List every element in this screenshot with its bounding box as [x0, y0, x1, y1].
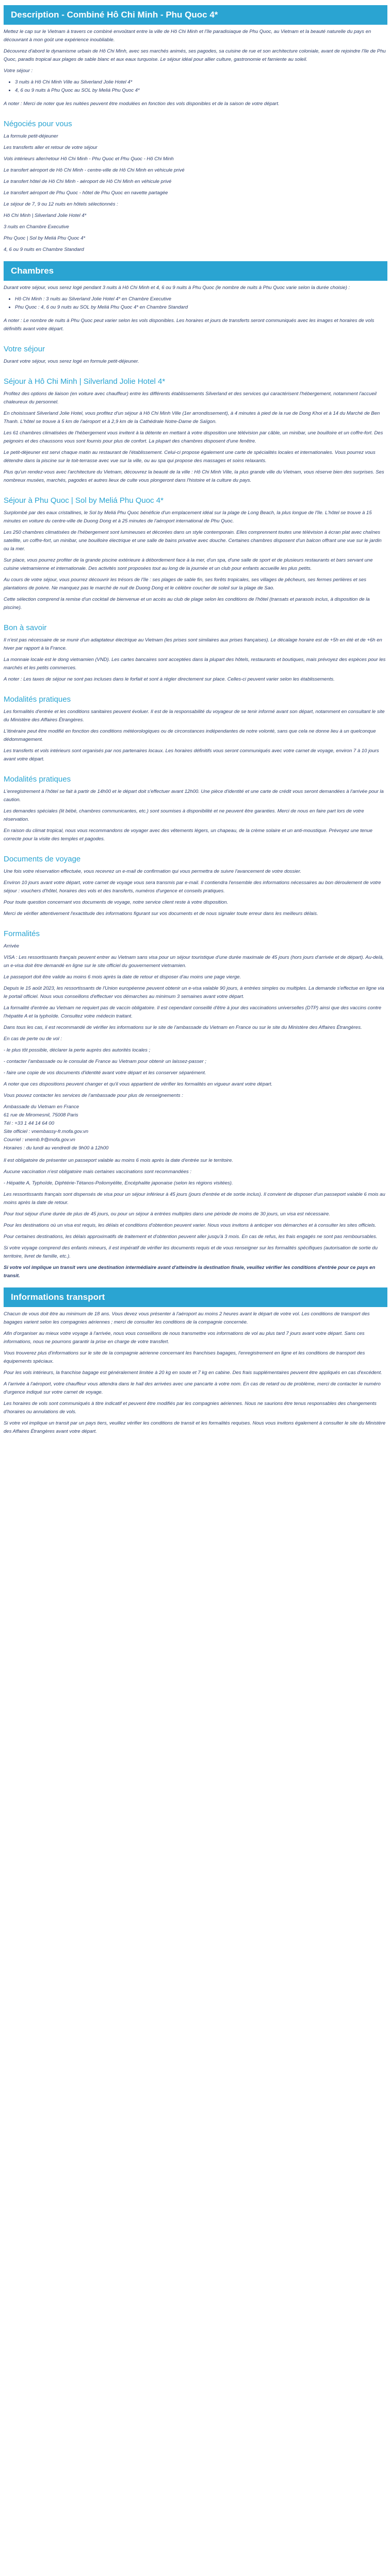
negotiated-item: La formule petit-déjeuner	[4, 133, 58, 139]
documents-paragraph: Environ 10 jours avant votre départ, votre carnet de voyage vous sera transmis par e-mail. Il contiendra l'ensemble des informations nécessaires au bon déroulement de votre séjour : vouchers d'hôtel, horaires des vols et des transferts, numéros d'urgence et conseils pratiques.	[4, 880, 381, 894]
transport-paragraph: Les horaires de vols sont communiqués à titre indicatif et peuvent être modifiés par les compagnies aériennes. Nous ne saurions être tenus responsables des changements d'horaires ou annulations de vols.	[4, 1401, 377, 1415]
formalities-paragraph: En cas de perte ou de vol :	[4, 1036, 62, 1042]
negotiated-item: Le transfert hôtel de Hô Chi Minh - aéroport de Hô Chi Minh en véhicule privé	[4, 179, 172, 184]
formalities-paragraph: Si votre voyage comprend des enfants mineurs, il est impératif de vérifier les documents requis et de vous renseigner sur les formalités spécifiques (autorisation de sortie du territoire, livret de famille, etc.).	[4, 1245, 378, 1259]
address-line: Tél : +33 1 44 14 64 00	[4, 1121, 54, 1126]
rooms-note: A noter : Le nombre de nuits à Phu Quoc peut varier selon les vols disponibles. Les horaires et jours de transferts seront communiqués avec les images et horaires de vols définitifs avant votre départ.	[4, 318, 374, 332]
formalities-paragraph: VISA : Les ressortissants français peuvent entrer au Vietnam sans visa pour un séjour touristique d'une durée maximale de 45 jours (hors jours d'arrivée et de départ). Au-delà, un e-visa doit être demandé en ligne sur le site officiel du gouvernement vietnamien.	[4, 955, 384, 969]
intro-stay-label: Votre séjour :	[4, 68, 33, 74]
transport-paragraph: Si votre vol implique un transit par un pays tiers, veuillez vérifier les conditions de transit et les formalités requises. Nous vous invitons également à consulter le site du Ministère des Affaires Étrangères avant votre départ.	[4, 1420, 386, 1434]
address-line: Courriel : vnemb.fr@mofa.gov.vn	[4, 1137, 75, 1143]
formalities-paragraph: Si votre vol implique un transit vers une destination intermédiaire avant d'atteindre la destination finale, veuillez vérifier les conditions d'entrée pour ce pays en transit.	[4, 1265, 376, 1279]
negotiated-item: Le séjour de 7, 9 ou 12 nuits en hôtels sélectionnés :	[4, 201, 118, 207]
rooms-item: • Phu Quoc : 4, 6 ou 9 nuits au SOL by Meliá Phu Quoc 4* en Chambre Standard	[15, 303, 387, 312]
pq-paragraph: Cette sélection comprend la remise d'un cocktail de bienvenue et un accès au club de plage selon les conditions de l'hôtel (transats et parasols inclus, à disposition de la piscine).	[4, 597, 370, 611]
hcm-paragraph: Le petit-déjeuner est servi chaque matin au restaurant de l'établissement. Celui-ci propose également une carte de spécialités locales et internationales. Vous pourrez vous détendre dans la piscine sur le toit-terrasse avec vue sur la ville, ou au spa qui propose des massages et soins relaxants.	[4, 450, 376, 464]
formalities-paragraph: - faire une copie de vos documents d'identité avant votre départ et les conserver séparément.	[4, 1070, 206, 1076]
section-title-pq: Séjour à Phu Quoc | Sol by Meliá Phu Quoc 4*	[4, 496, 164, 505]
transport-paragraph: Afin d'organiser au mieux votre voyage à l'arrivée, nous vous conseillons de nous transmettre vos informations de vol au plus tard 7 jours avant votre départ. Sans ces informations, nous ne pourrons garantir la prise en charge de votre transfert.	[4, 1331, 365, 1345]
section-title-documents: Documents de voyage	[4, 855, 81, 863]
formalities-paragraph: Pour certaines destinations, les délais approximatifs de traitement et d'obtention peuvent aller jusqu'à 3 mois. En cas de refus, les frais engagés ne sont pas remboursables.	[4, 1234, 378, 1240]
documents-paragraph: Merci de vérifier attentivement l'exactitude des informations figurant sur vos documents et de nous signaler toute erreur dans les meilleurs délais.	[4, 911, 318, 917]
practical-paragraph: L'enregistrement à l'hôtel se fait à partir de 14h00 et le départ doit s'effectuer avant 12h00. Une pièce d'identité et une carte de crédit vous seront demandées à l'arrivée pour la caution.	[4, 789, 384, 803]
pq-paragraph: Sur place, vous pourrez profiter de la grande piscine extérieure à débordement face à la mer, d'un spa, d'une salle de sport et de plusieurs restaurants et bars servant une cuisine vietnamienne et internationale. Des activités sont proposées tout au long de la journée et un club pour enfants accueille les plus petits.	[4, 557, 373, 571]
spacer	[4, 1153, 387, 1157]
negotiated-item: 3 nuits en Chambre Executive	[4, 224, 69, 230]
formalities-paragraph: Dans tous les cas, il est recommandé de vérifier les informations sur le site de l'ambassade du Vietnam en France ou sur le site du Ministère des Affaires Étrangères.	[4, 1025, 362, 1030]
good-paragraph: Il n'est pas nécessaire de se munir d'un adaptateur électrique au Vietnam (les prises sont similaires aux prises françaises). Le décalage horaire est de +5h en été et de +6h en hiver par rapport à la France.	[4, 637, 382, 651]
formalities-subheading: Arrivée	[4, 943, 20, 949]
stay-paragraph: Durant votre séjour, vous serez logé en formule petit-déjeuner.	[4, 359, 139, 364]
transport-paragraph: Chacun de vous doit être au minimum de 18 ans. Vous devez vous présenter à l'aéroport au moins 2 heures avant le départ de votre vol. Les conditions de transport des bagages varient selon les compagnies aériennes ; merci de consulter les conditions de la compagnie concernée.	[4, 1311, 370, 1325]
formalities-paragraph: Les ressortissants français sont dispensés de visa pour un séjour inférieur à 45 jours (jours d'entrée et de sortie inclus). Il convient de disposer d'un passeport valable 6 mois au moins après la date de retour.	[4, 1192, 385, 1206]
section-header-transport: Informations transport	[4, 1287, 387, 1307]
formalities-paragraph: Aucune vaccination n'est obligatoire mais certaines vaccinations sont recommandées :	[4, 1169, 192, 1175]
section-header-rooms: Chambres	[4, 261, 387, 281]
good-paragraph: A noter : Les taxes de séjour ne sont pas incluses dans le forfait et sont à régler directement sur place. Celles-ci peuvent varier selon les établissements.	[4, 676, 335, 682]
stay-item: • 4, 6 ou 9 nuits à Phu Quoc au SOL by Meliá Phu Quoc 4*	[15, 87, 387, 95]
section-title-practical: Modalités pratiques	[4, 775, 71, 784]
formalities-paragraph: A noter que ces dispositions peuvent changer et qu'il vous appartient de vérifier les formalités en vigueur avant votre départ.	[4, 1081, 273, 1087]
stay-item: • 3 nuits à Hô Chi Minh Ville au Silverland Jolie Hotel 4*	[15, 78, 387, 87]
section-title-negotiated: Négociés pour vous	[4, 120, 72, 128]
terms-paragraph: Les formalités d'entrée et les conditions sanitaires peuvent évoluer. Il est de la responsabilité du voyageur de se tenir informé avant son départ, notamment en consultant le site du Ministère des Affaires Étrangères.	[4, 709, 385, 723]
intro-paragraph: Mettez le cap sur le Vietnam à travers ce combiné envoûtant entre la ville de Hô Chi Minh et l'île paradisiaque de Phu Quoc, au Vietnam et la beauté naturelle du pays en découvrant à mon goût une expérience inoubliable.	[4, 29, 371, 43]
pq-paragraph: Surplombé par des eaux cristallines, le Sol by Meliá Phu Quoc bénéficie d'un emplacement idéal sur la plage de Long Beach, la plus longue de l'île. L'hôtel se trouve à 15 minutes en voiture du centre-ville de Duong Dong et à 25 minutes de l'aéroport international de Phu Quoc.	[4, 510, 372, 524]
formalities-paragraph: Il est obligatoire de présenter un passeport valable au moins 6 mois après la date d'entrée sur le territoire.	[4, 1158, 233, 1163]
negotiated-item: Hô Chi Minh | Silverland Jolie Hotel 4*	[4, 213, 87, 218]
negotiated-item: Le transfert aéroport de Hô Chi Minh - centre-ville de Hô Chi Minh en véhicule privé	[4, 167, 185, 173]
practical-paragraph: En raison du climat tropical, nous vous recommandons de voyager avec des vêtements légers, un chapeau, de la crème solaire et un anti-moustique. Prévoyez une tenue correcte pour la visite des temples et pagodes.	[4, 828, 373, 842]
address-line: Horaires : du lundi au vendredi de 9h00 à 12h00	[4, 1145, 109, 1151]
section-title-terms: Modalités pratiques	[4, 695, 71, 704]
formalities-paragraph: Pour tout séjour d'une durée de plus de 45 jours, ou pour un séjour à entrées multiples dans une période de moins de 30 jours, un visa est nécessaire.	[4, 1211, 330, 1217]
rooms-list	[4, 295, 387, 312]
embassy-address	[4, 1103, 387, 1153]
transport-paragraph: Pour les vols intérieurs, la franchise bagage est généralement limitée à 20 kg en soute et 7 kg en cabine. Des frais supplémentaires peuvent être appliqués en cas d'excédent.	[4, 1370, 382, 1376]
practical-paragraph: Les demandes spéciales (lit bébé, chambres communicantes, etc.) sont soumises à disponibilité et ne peuvent être garanties. Merci de nous en faire part lors de votre réservation.	[4, 808, 364, 822]
negotiated-item: Vols intérieurs aller/retour Hô Chi Minh - Phu Quoc et Phu Quoc - Hô Chi Minh	[4, 156, 174, 162]
formalities-paragraph: Le passeport doit être valide au moins 6 mois après la date de retour et disposer d'au moins une page vierge.	[4, 974, 241, 980]
stay-list	[4, 78, 387, 95]
pq-paragraph: Au cours de votre séjour, vous pourrez découvrir les trésors de l'île : ses plages de sable fin, ses forêts tropicales, ses villages de pêcheurs, ses fermes perlières et ses plantations de poivre. Ne manquez pas le marché de nuit de Duong Dong et le célèbre coucher de soleil sur la plage de Sao.	[4, 577, 367, 591]
formalities-paragraph: - Hépatite A, Typhoïde, Diphtérie-Tétanos-Poliomyélite, Encéphalite japonaise (selon les régions visitées).	[4, 1180, 233, 1186]
formalities-paragraph: La formalité d'entrée au Vietnam ne requiert pas de vaccin obligatoire. Il est cependant conseillé d'être à jour des vaccinations universelles (DTP) ainsi que des vaccins contre l'hépatite A et la typhoïde. Consultez votre médecin traitant.	[4, 1005, 382, 1019]
negotiated-item: Les transferts aller et retour de votre séjour	[4, 145, 97, 150]
negotiated-item: Le transfert aéroport de Phu Quoc - hôtel de Phu Quoc en navette partagée	[4, 190, 168, 196]
section-header-description: Description - Combiné Hô Chi Minh - Phu Quoc 4*	[4, 5, 387, 25]
intro-note: A noter : Merci de noter que les nuitées peuvent être modulées en fonction des vols disponibles et de la saison de votre départ.	[4, 101, 280, 107]
negotiated-item: Phu Quoc | Sol by Meliá Phu Quoc 4*	[4, 235, 86, 241]
good-paragraph: La monnaie locale est le dong vietnamien (VND). Les cartes bancaires sont acceptées dans la plupart des hôtels, restaurants et boutiques, mais prévoyez des espèces pour les marchés et les petits commerces.	[4, 657, 386, 671]
formalities-paragraph: Vous pouvez contacter les services de l'ambassade pour plus de renseignements :	[4, 1093, 183, 1098]
documents-paragraph: Une fois votre réservation effectuée, vous recevrez un e-mail de confirmation qui vous permettra de suivre l'avancement de votre dossier.	[4, 869, 302, 874]
hcm-paragraph: Les 61 chambres climatisées de l'hébergement vous invitent à la détente en mettant à votre disposition une télévision par câble, un minibar, une bouilloire et un coffre-fort. Des peignoirs et des chaussons vous sont fournis pour plus de confort. La plupart des chambres disposent d'une fenêtre.	[4, 430, 383, 444]
section-title-hcm: Séjour à Hô Chi Minh | Silverland Jolie Hotel 4*	[4, 377, 166, 386]
page	[0, 5, 391, 1460]
transport-paragraph: A l'arrivée à l'aéroport, votre chauffeur vous attendra dans le hall des arrivées avec une pancarte à votre nom. En cas de retard ou de problème, merci de contacter le numéro d'urgence indiqué sur votre carnet de voyage.	[4, 1381, 381, 1395]
address-line: 61 rue de Miromesnil, 75008 Paris	[4, 1112, 78, 1118]
section-title-formalities: Formalités	[4, 929, 40, 938]
hcm-paragraph: En choisissant Silverland Jolie Hotel, vous profitez d'un séjour à Hô Chi Minh Ville (1er arrondissement), à 4 minutes à pied de la rue de Dong Khoi et à 14 du Marché de Ben Thanh. L'hôtel se trouve à 5 km de l'aéroport et à 2,9 km de la Cathédrale Notre-Dame de Saïgon.	[4, 411, 380, 425]
formalities-paragraph: - contacter l'ambassade ou le consulat de France au Vietnam pour obtenir un laissez-passer ;	[4, 1059, 206, 1064]
documents-paragraph: Pour toute question concernant vos documents de voyage, notre service client reste à votre disposition.	[4, 900, 229, 905]
section-title-stay: Votre séjour	[4, 345, 45, 353]
formalities-paragraph: Depuis le 15 août 2023, les ressortissants de l'Union européenne peuvent obtenir un e-visa valable 90 jours, à entrées simples ou multiples. La demande s'effectue en ligne via le portail officiel. Nous vous conseillons d'effectuer vos démarches au minimum 3 semaines avant votre départ.	[4, 986, 384, 999]
hcm-paragraph: Plus qu'un rendez-vous avec l'architecture du Vietnam, découvrez la beauté de la ville : Hô Chi Minh Ville, la plus grande ville du Vietnam, vous réserve bien des surprises. Ses nombreux musées, marchés, pagodes et autres lieux de culte vous plongeront dans l'histoire et la culture du pays.	[4, 469, 384, 483]
address-line: Ambassade du Vietnam en France	[4, 1104, 79, 1110]
transport-paragraph: Vous trouverez plus d'informations sur le site de la compagnie aérienne concernant les franchises bagages, l'enregistrement en ligne et les conditions de transport des équipements spéciaux.	[4, 1350, 365, 1364]
intro-paragraph-2: Découvrez d'abord le dynamisme urbain de Hô Chi Minh, avec ses marchés animés, ses pagodes, sa cuisine de rue et son architecture coloniale, avant de rejoindre l'île de Phu Quoc, paradis tropical aux plages de sable blanc et aux eaux turquoise. Le séjour idéal pour allier culture, gastronomie et farniente au soleil.	[4, 48, 386, 62]
rooms-paragraph: Durant votre séjour, vous serez logé pendant 3 nuits à Hô Chi Minh et 4, 6 ou 9 nuits à Phu Quoc (le nombre de nuits à Phu Quoc varie selon la durée choisie) :	[4, 285, 350, 291]
terms-paragraph: Les transferts et vols intérieurs sont organisés par nos partenaires locaux. Les horaires définitifs vous seront communiqués avec votre carnet de voyage, environ 7 à 10 jours avant votre départ.	[4, 748, 379, 762]
hcm-paragraph: Profitez des options de liaison (en voiture avec chauffeur) entre les différents établissements Silverland et des services qui caractérisent l'hébergement, notamment l'accueil chaleureux du personnel.	[4, 391, 377, 405]
pq-paragraph: Les 250 chambres climatisées de l'hébergement sont lumineuses et décorées dans un style contemporain. Elles comprennent toutes une télévision à écran plat avec chaînes satellite, un coffre-fort, un minibar, une bouilloire électrique et une salle de bains privative avec douche. Certaines chambres disposent d'un balcon offrant une vue sur le jardin ou la mer.	[4, 530, 382, 552]
negotiated-item: 4, 6 ou 9 nuits en Chambre Standard	[4, 247, 84, 252]
terms-paragraph: L'itinéraire peut être modifié en fonction des conditions météorologiques ou de circonstances indépendantes de notre volonté, sans que cela ne donne lieu à un quelconque dédommagement.	[4, 728, 376, 742]
address-line: Site officiel : vnembassy-fr.mofa.gov.vn	[4, 1129, 89, 1134]
section-title-good-to-know: Bon à savoir	[4, 623, 47, 632]
formalities-paragraph: - le plus tôt possible, déclarer la perte auprès des autorités locales ;	[4, 1047, 151, 1053]
rooms-item: • Hô Chi Minh : 3 nuits au Silverland Jolie Hotel 4* en Chambre Executive	[15, 295, 387, 303]
formalities-paragraph: Pour les destinations où un visa est requis, les délais et conditions d'obtention peuvent varier. Nous vous invitons à anticiper vos démarches et à consulter les sites officiels.	[4, 1223, 377, 1228]
